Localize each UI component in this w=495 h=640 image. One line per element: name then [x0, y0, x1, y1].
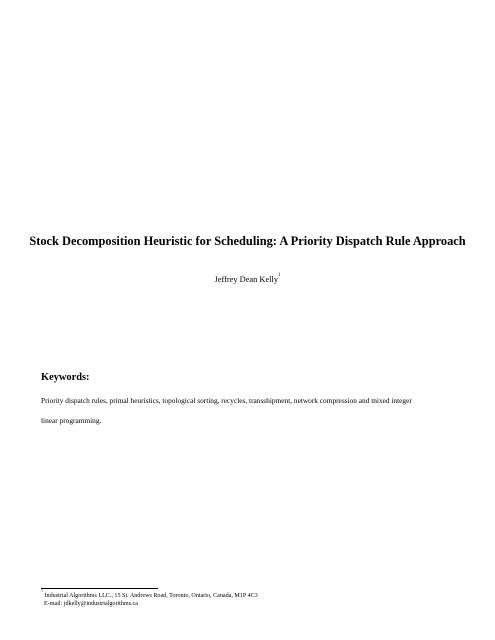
- author-footnote-mark: 1: [278, 273, 281, 279]
- footnote-affiliation: Industrial Algorithms LLC., 15 St. Andrews Road, Toronto, Ontario, Canada, M1P 4C3: [44, 593, 258, 599]
- footnote-separator: [41, 588, 158, 589]
- footnote-mark: 1: [41, 588, 43, 594]
- footnote-line-1: [41, 588, 258, 599]
- keywords-line-1: Priority dispatch rules, primal heuristics, topological sorting, recycles, transshipment, network compression and mixed integer: [41, 396, 412, 405]
- author-name: Jeffrey Dean Kelly: [214, 275, 279, 284]
- footnote: [41, 588, 258, 608]
- keywords-heading: Keywords:: [41, 372, 90, 383]
- author-line: [0, 274, 495, 286]
- footnote-email: E-mail: jdkelly@industrialgorithms.ca: [44, 601, 138, 607]
- keywords-line-2: linear programming.: [41, 416, 102, 425]
- keywords-text: [41, 391, 471, 431]
- paper-title: Stock Decomposition Heuristic for Scheduling: A Priority Dispatch Rule Approach: [29, 234, 466, 248]
